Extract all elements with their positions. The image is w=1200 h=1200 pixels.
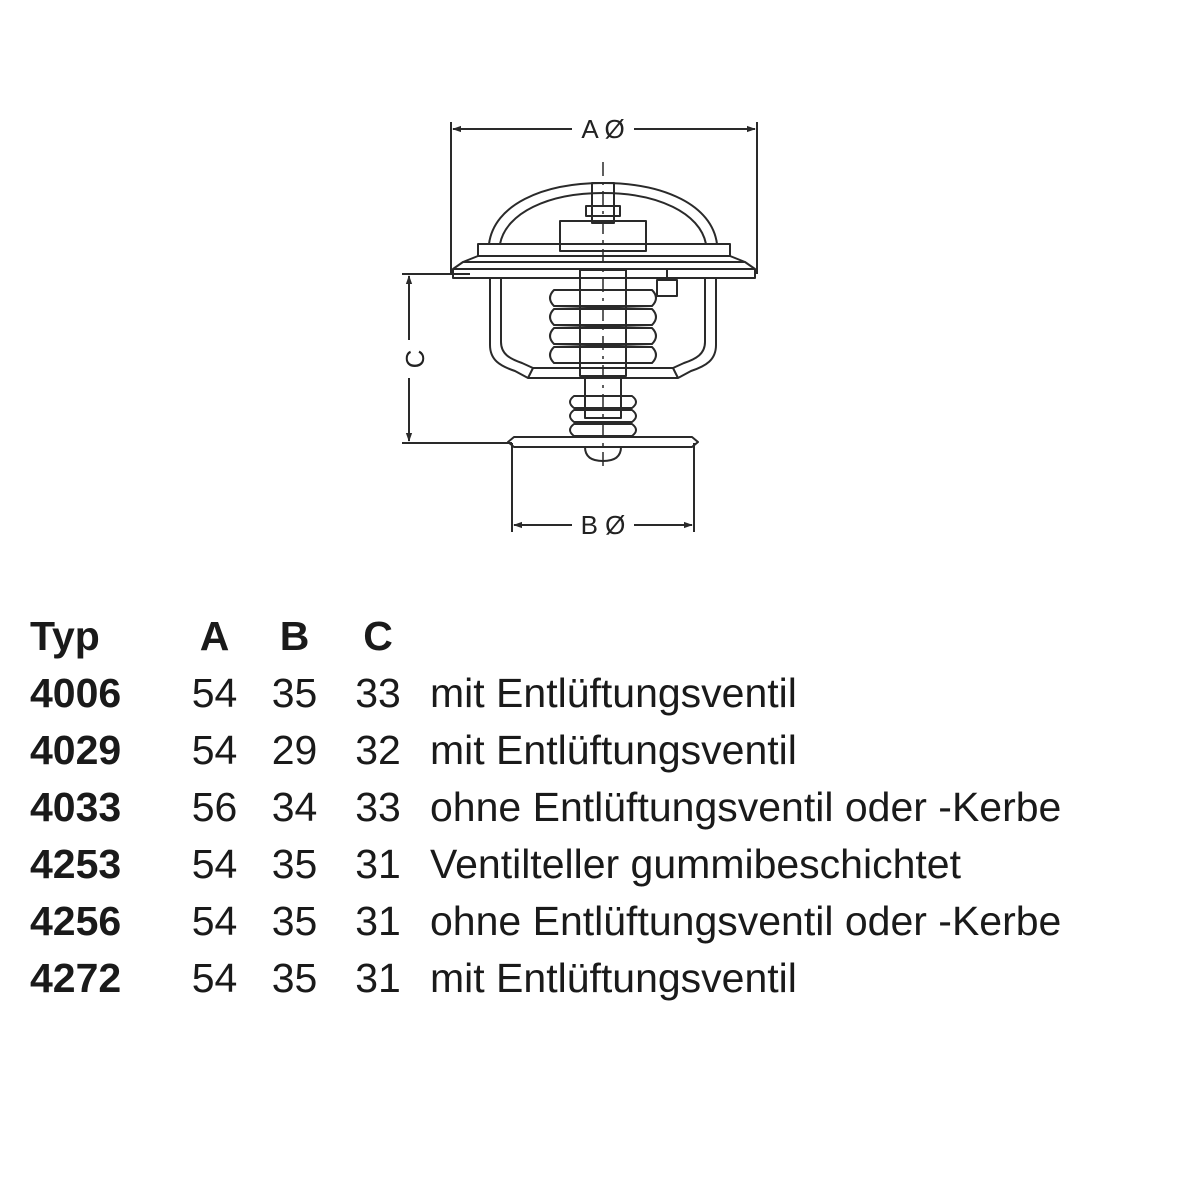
cell-c: 31: [355, 898, 401, 944]
thermostat-drawing: [453, 162, 755, 470]
cell-note: mit Entlüftungsventil: [430, 670, 797, 716]
dimension-label-b: B Ø: [580, 510, 626, 540]
table-row: [30, 779, 1061, 836]
cell-c: 33: [355, 670, 401, 716]
cell-a: 54: [191, 670, 238, 716]
cell-note: Ventilteller gummibeschichtet: [430, 841, 961, 887]
flange: [453, 244, 755, 278]
header-typ: Typ: [30, 613, 100, 659]
header-c: C: [363, 613, 393, 659]
cell-note: ohne Entlüftungsventil oder -Kerbe: [430, 784, 1062, 830]
cell-note: mit Entlüftungsventil: [430, 727, 797, 773]
cell-typ: 4006: [30, 670, 122, 716]
cell-c: 31: [355, 955, 401, 1001]
cell-typ: 4256: [30, 898, 122, 944]
cell-typ: 4033: [30, 784, 122, 830]
cell-typ: 4253: [30, 841, 122, 887]
table-row: [30, 722, 1061, 779]
header-note: [424, 608, 1061, 665]
cell-a: 54: [191, 841, 238, 887]
cell-b: 34: [271, 784, 318, 830]
cell-a: 54: [191, 727, 238, 773]
cell-c: 33: [355, 784, 401, 830]
cell-typ: 4272: [30, 955, 122, 1001]
cell-b: 35: [271, 670, 318, 716]
header-a: A: [199, 613, 230, 659]
header-b: B: [279, 613, 310, 659]
cell-b: 29: [271, 727, 318, 773]
cell-typ: 4029: [30, 727, 122, 773]
vent-pin: [657, 280, 677, 296]
cell-b: 35: [271, 841, 318, 887]
table-header-row: [30, 608, 1061, 665]
dimension-label-c: C: [399, 349, 430, 369]
table-row: [30, 893, 1061, 950]
cell-a: 54: [191, 898, 238, 944]
table-row: [30, 950, 1061, 1007]
table-row: [30, 665, 1061, 722]
cell-c: 32: [355, 727, 401, 773]
table-row: [30, 836, 1061, 893]
cell-a: 54: [191, 955, 238, 1001]
spec-table: [30, 608, 1061, 1007]
cell-b: 35: [271, 955, 318, 1001]
cell-c: 31: [355, 841, 401, 887]
cell-note: ohne Entlüftungsventil oder -Kerbe: [430, 898, 1062, 944]
cell-b: 35: [271, 898, 318, 944]
cell-a: 56: [191, 784, 238, 830]
cell-note: mit Entlüftungsventil: [430, 955, 797, 1001]
dimension-label-a: A Ø: [581, 114, 625, 144]
